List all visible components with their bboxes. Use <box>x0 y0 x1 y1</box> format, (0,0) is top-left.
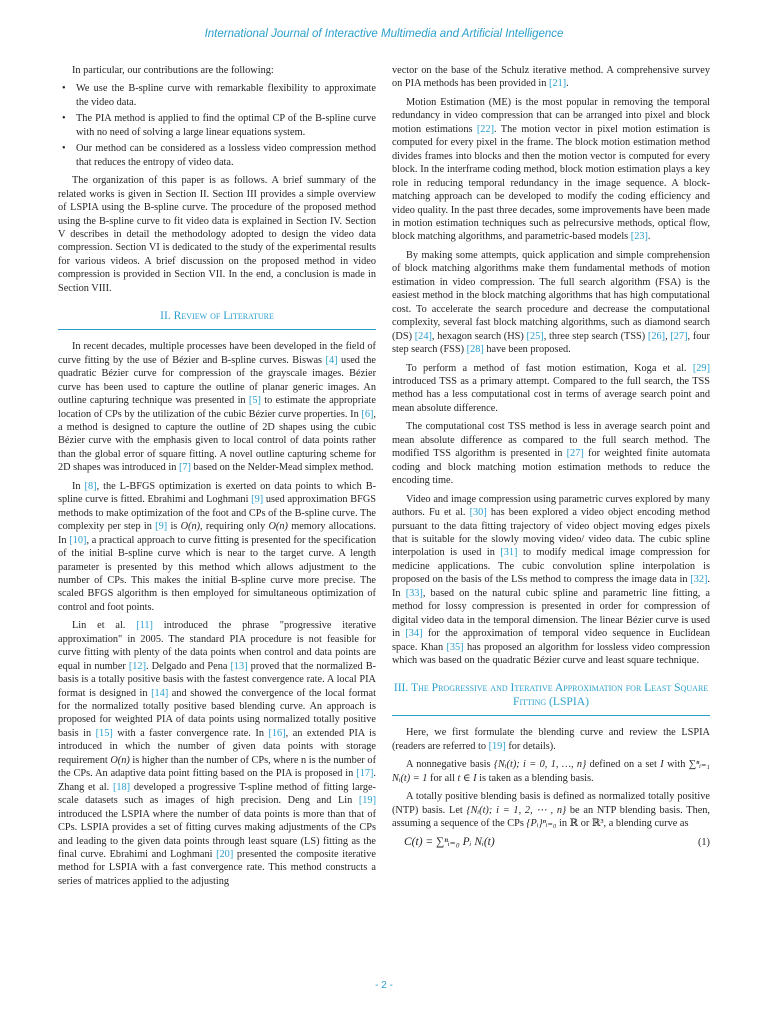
citation-link[interactable]: [11] <box>136 620 153 632</box>
lspia-intro-paragraph: Here, we first formulate the blending curve and review the LSPIA (readers are referred to [19] for details). <box>392 727 710 752</box>
citation-link[interactable]: [34] <box>405 628 423 640</box>
citation-link[interactable]: [19] <box>358 795 376 807</box>
contribution-item: • The PIA method is applied to find the optimal CP of the B-spline curve with no need of solving a large linear equations system. <box>76 112 376 139</box>
equation-number: (1) <box>697 836 710 848</box>
citation-link[interactable]: [27] <box>566 448 584 460</box>
citation-link[interactable]: [25] <box>526 330 544 342</box>
ntp-basis-paragraph: A totally positive blending basis is defined as normalized totally positive (NTP) basis. Let {Nᵢ(t); i = 1, 2, ⋯ , n} be an NTP blending basis. Then, assuming a sequence of the CPs {Pᵢ}ⁿᵢ₌₀ in ℝ or ℝ³, a blending curve as <box>392 791 711 830</box>
citation-link[interactable]: [9] <box>155 521 168 533</box>
citation-link[interactable]: [8] <box>84 480 97 492</box>
citation-link[interactable]: [7] <box>178 462 191 474</box>
section-heading-review: II. Review of Literature <box>58 309 376 330</box>
citation-link[interactable]: [20] <box>216 849 234 861</box>
citation-link[interactable]: [26] <box>647 330 666 342</box>
motion-estimation-paragraph: Motion Estimation (ME) is the most popular in removing the temporal redundancy in video compression that can be arranged into pixel and block motion estimations [22]. The motion vector in pixel motion estimation is computed for every pixel in the frame. The block motion estimation method divides frames into blocks and then the motion vector is computed for every block. In the interframe coding method, block motion estimation plays a key role in reducing temporal redundancy in the image sequence. A block-matching approach can be developed to modify the coding efficiency and video quality. In the past three decades, some improvements have been made in motion estimation techniques such as pelrecursive methods, optical flow, block matching algorithms, and parametric-based models [23]. <box>392 96 711 243</box>
continued-paragraph: vector on the base of the Schulz iterative method. A comprehensive survey on PIA methods has been provided in [21]. <box>392 65 710 90</box>
contributions-list <box>58 82 376 169</box>
block-matching-paragraph: By making some attempts, quick application and simple comprehension of block matching algorithms make them fundamental methods of motion estimation in video compression. The full search algorithm (FSA) is the easiest method in the block matching algorithms that has high computational cost. To accelerate the search procedure and decrease the computational complexity, several fast block matching algorithms, such as diamond search (DS) [24], hexagon search (HS) [25], three step search (TSS) [26], [27], four step search (FSS) [28] have been proposed. <box>392 249 710 356</box>
citation-link[interactable]: [33] <box>405 587 423 599</box>
citation-link[interactable]: [30] <box>469 507 487 519</box>
citation-link[interactable]: [9] <box>251 494 264 506</box>
tss-cost-paragraph: The computational cost TSS method is less in average search point and mean absolute difference as compared to the full search method. The modified TSS algorithm is presented in [27] for weighted finite automata coding and block matching motion estimation methods to reduce the encoding time. <box>392 421 711 487</box>
citation-link[interactable]: [24] <box>414 330 432 342</box>
citation-link[interactable]: [10] <box>69 534 87 546</box>
citation-link[interactable]: [13] <box>230 660 248 672</box>
page-number: - 2 - <box>375 980 393 991</box>
left-column <box>58 64 376 893</box>
citation-link[interactable]: [12] <box>128 660 147 672</box>
organization-paragraph: The organization of this paper is as follows. A brief summary of the related works is given in Section II. Section III provides a simple overview of LSPIA using the B-spline curve. The procedure of the proposed method using the B-spline curve to fit video data is explained in Section IV. Section V describes in detail the methodology adopted to design the video data compression. Section VI is dedicated to the study of the experimental results for various videos. A brief discussion on the proposed method in video compression is provided in Section VII. In the end, a conclusion is made in Section VIII. <box>58 175 376 294</box>
blending-basis-paragraph: A nonnegative basis {Nᵢ(t); i = 0, 1, …, n} defined on a set I with ∑ⁿᵢ₌₁ Nᵢ(t) = 1 for all t ∈ I is taken as a blending basis. <box>392 759 710 784</box>
citation-link[interactable]: [23] <box>630 231 648 243</box>
citation-link[interactable]: [31] <box>500 547 518 559</box>
citation-link[interactable]: [28] <box>466 344 484 356</box>
citation-link[interactable]: [6] <box>361 408 374 420</box>
citation-link[interactable]: [21] <box>549 78 567 90</box>
right-column <box>392 64 710 849</box>
review-paragraph-1: In recent decades, multiple processes have been developed in the field of curve fitting by the use of Bézier and B-spline curves. Biswas [4] used the quadratic Bézier curve for compression of the grayscale images. Bézier curve has been used to capture the outline of planar generic images. An outline capturing technique was presented in [5] to estimate the appropriate location of CPs by the utilization of the cubic Bézier curve properties. In [6], a method is designed to capture the outline of 2D shapes using the cubic Bézier curve with the emphasis given to local control of data points rather than the global error of square fitting. A novel outline capturing scheme for 2D shapes was introduced in [7] based on the Nelder-Mead simplex method. <box>58 341 376 474</box>
citation-link[interactable]: [14] <box>151 687 169 699</box>
tss-paragraph: To perform a method of fast motion estimation, Koga et al. [29] introduced TSS as a primary attempt. Compared to the full search, the TSS method has a less computational cost in terms of average search point and mean absolute difference. <box>392 362 710 414</box>
citation-link[interactable]: [29] <box>692 362 710 374</box>
citation-link[interactable]: [27] <box>670 330 688 342</box>
equation-1 <box>392 836 710 849</box>
contribution-item: • Our method can be considered as a lossless video compression method that reduces the entropy of video data. <box>76 142 376 169</box>
review-paragraph-2: In [8], the L-BFGS optimization is exerted on data points to which B-spline curve is fitted. Ebrahimi and Loghmani [9] used approximation BFGS methods to make optimization of the foot and CPs of the B-spline curve. The complexity per step in [9] is O(n), requiring only O(n) memory allocations. In [10], a practical approach to curve fitting is presented for the specification of the initial B-spline curve which is near to the target curve. A length parameter is presented by this method which allows adjustment to the number of CPs. This makes the initial B-spline curve more precise. The scaled BFGS algorithm is then employed for simultaneous optimization of control and foot points. <box>58 480 377 613</box>
citation-link[interactable]: [35] <box>446 641 464 653</box>
review-paragraph-3: Lin et al. [11] introduced the phrase "progressive iterative approximation" in 2005. The standard PIA procedure is not feasible for curve fitting with plenty of the data points when control and data points are equal in number [12]. Delgado and Pena [13] proved that the normalized B-basis is a totally positive basis with the fastest convergence rate. A local PIA format is designed in [14] and showed the convergence of the local format for the normalized totally positive based blending curve. An approach is proposed for weighted PIA of data points using normalized totally positive basis in [15] with a faster convergence rate. In [16], an extended PIA is introduced in which the number of given data points with storage requirement O(n) is higher than the number of CPs, where n is the number of the CPs. An adaptive data point fitting based on the PIA is proposed in [17]. Zhang et al. [18] developed a progressive T-spline method of fitting large-scale datasets such as images of high precision. Deng and Lin [19] introduced the LSPIA where the number of data points is more than that of CPs. LSPIA provides a set of fitting curves making adjustments of the CPs and leading to the given data points through least square (LS) fitting as the final curve. Ebrahimi and Loghmani [20] presented the composite iterative method for LSPIA with a fast convergence rate. This method constructs a series of matrices applied to the adjusting <box>58 620 377 887</box>
citation-link[interactable]: [19] <box>488 740 506 752</box>
citation-link[interactable]: [17] <box>356 768 374 780</box>
citation-link[interactable]: [18] <box>112 781 131 793</box>
citation-link[interactable]: [5] <box>248 395 261 407</box>
citation-link[interactable]: [32] <box>690 574 708 586</box>
journal-title: International Journal of Interactive Multimedia and Artificial Intelligence <box>204 28 564 40</box>
citation-link[interactable]: [16] <box>268 727 286 739</box>
section-heading-lspia: III. The Progressive and Iterative Approximation for Least Square Fitting (LSPIA) <box>392 681 710 716</box>
contributions-intro: In particular, our contributions are the following: <box>72 65 274 76</box>
contribution-item: • We use the B-spline curve with remarkable flexibility to approximate the video data. <box>76 82 376 109</box>
citation-link[interactable]: [22] <box>476 123 495 135</box>
equation-body: C(t) = ∑ⁿᵢ₌₀ Pᵢ Nᵢ(t) <box>404 835 495 848</box>
citation-link[interactable]: [4] <box>325 354 338 366</box>
parametric-curves-paragraph: Video and image compression using parametric curves explored by many authors. Fu et al. [30] has been explored a video object encoding method pursuant to the data fitting trajectory of video object moving edges pixels that is suitable for the slowly moving video/ video data. The cubic spline interpolation is used in [31] to modify medical image compression for medicine applications. The cubic convolution spline interpolation is proposed on the basis of the LSs method to compress the image data in [32]. In [33], based on the natural cubic spline and parametric line fitting, a method for lossy compression is presented in order for compression of digital video data in the temporal dimension. The linear Bézier curve is used in [34] for the approximation of temporal video sequence in Euclidean space. Khan [35] has proposed an algorithm for lossless video compression which was based on the quadratic Bézier curve and least square technique. <box>392 493 710 667</box>
citation-link[interactable]: [15] <box>95 727 113 739</box>
